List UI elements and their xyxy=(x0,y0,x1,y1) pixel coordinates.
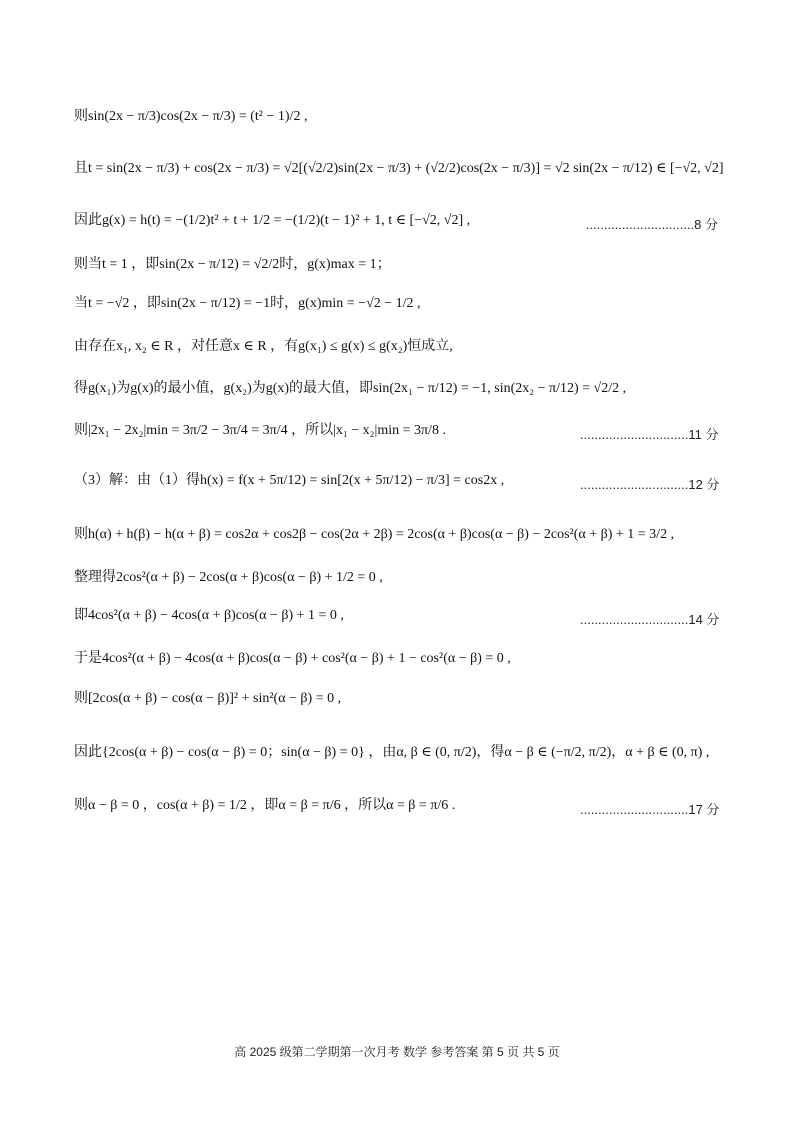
line-11: 整理得2cos²(α + β) − 2cos(α + β)cos(α − β) + 1/2 = 0 , xyxy=(74,570,383,585)
line-9: （3）解：由（1）得h(x) = f(x + 5π/12) = sin[2(x + 5π/12) − π/3] = cos2x , xyxy=(74,473,505,488)
line-5: 当t = −√2 ，即sin(2x − π/12) = −1时，g(x)min = −√2 − 1/2 , xyxy=(74,296,421,311)
score-11: ..............................11 分 xyxy=(580,427,719,442)
line-6: 由存在x₁, x₂ ∈ R ，对任意x ∈ R ，有g(x₁) ≤ g(x) ≤ g(x₂)恒成立, xyxy=(74,339,453,354)
line-8: 则|2x₁ − 2x₂|min = 3π/2 − 3π/4 = 3π/4 ，所以|x₁ − x₂|min = 3π/8 . xyxy=(74,423,446,438)
score-12: ..............................12 分 xyxy=(580,477,720,492)
score-14: ..............................14 分 xyxy=(580,612,720,627)
line-3: 因此g(x) = h(t) = −(1/2)t² + t + 1/2 = −(1/2)(t − 1)² + 1, t ∈ [−√2, √2] , xyxy=(74,213,471,228)
line-12: 即4cos²(α + β) − 4cos(α + β)cos(α − β) + 1 = 0 , xyxy=(74,608,344,623)
line-10: 则h(α) + h(β) − h(α + β) = cos2α + cos2β − cos(2α + 2β) = 2cos(α + β)cos(α − β) − 2cos²(α + β) + 1 = 3/2 , xyxy=(74,527,675,542)
line-13: 于是4cos²(α + β) − 4cos(α + β)cos(α − β) + cos²(α − β) + 1 − cos²(α − β) = 0 , xyxy=(74,651,511,666)
score-17: ..............................17 分 xyxy=(580,802,720,817)
line-14: 则[2cos(α + β) − cos(α − β)]² + sin²(α − β) = 0 , xyxy=(74,691,342,706)
score-8: ..............................8 分 xyxy=(585,217,718,232)
line-16: 则α − β = 0 ，cos(α + β) = 1/2 ，即α = β = π/6 ，所以α = β = π/6 . xyxy=(74,798,456,813)
line-7: 得g(x₁)为g(x)的最小值，g(x₂)为g(x)的最大值，即sin(2x₁ − π/12) = −1, sin(2x₂ − π/12) = √2/2 , xyxy=(74,381,627,396)
line-15: 因此{2cos(α + β) − cos(α − β) = 0；sin(α − β) = 0} ，由α, β ∈ (0, π/2)，得α − β ∈ (−π/2, π/2)，α + β ∈ (0, π) , xyxy=(74,745,710,760)
page-footer: 高 2025 级第二学期第一次月考 数学 参考答案 第 5 页 共 5 页 xyxy=(234,1045,560,1059)
line-4: 则当t = 1 ，即sin(2x − π/12) = √2/2时，g(x)max = 1； xyxy=(74,257,391,272)
line-2: 且t = sin(2x − π/3) + cos(2x − π/3) = √2[(√2/2)sin(2x − π/3) + (√2/2)cos(2x − π/3)] = √2 sin(2x − π/12) ∈ [−√2, √2] xyxy=(74,161,724,176)
line-1: 则sin(2x − π/3)cos(2x − π/3) = (t² − 1)/2 , xyxy=(74,109,308,124)
